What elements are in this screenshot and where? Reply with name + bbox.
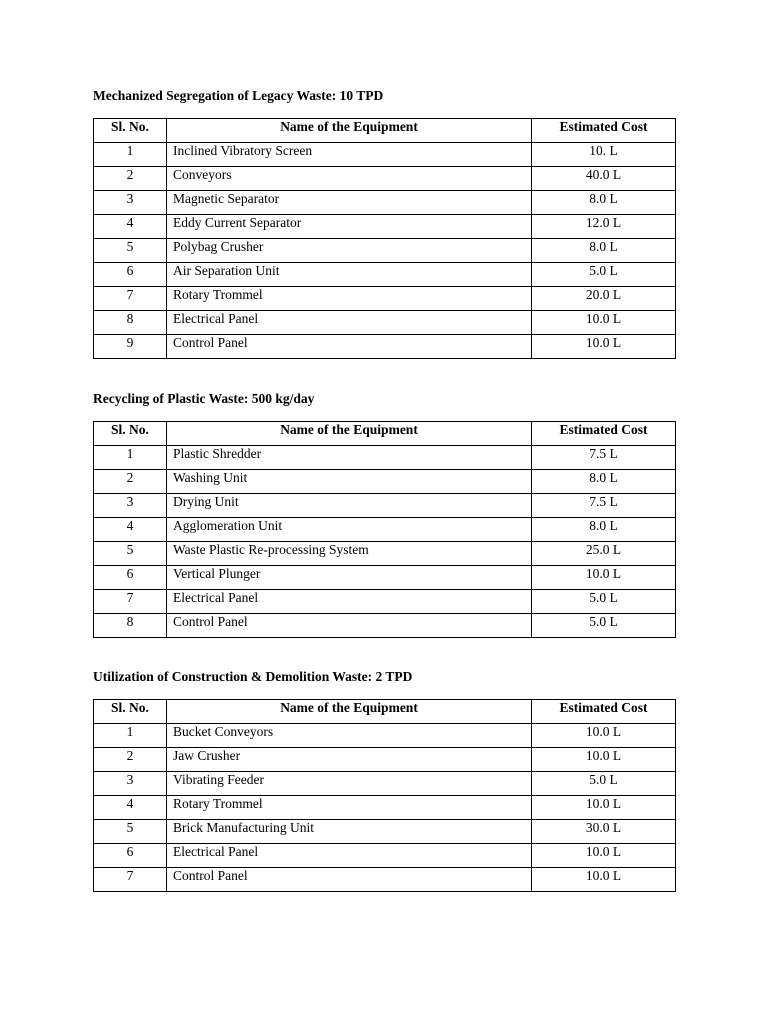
row-number: 2 [94, 470, 167, 494]
estimated-cost: 8.0 L [532, 239, 676, 263]
equipment-name: Agglomeration Unit [167, 518, 532, 542]
equipment-table [93, 699, 676, 892]
estimated-cost: 10.0 L [532, 335, 676, 359]
estimated-cost: 7.5 L [532, 446, 676, 470]
equipment-name: Air Separation Unit [167, 263, 532, 287]
row-number: 8 [94, 614, 167, 638]
table-row [94, 820, 676, 844]
table-row [94, 566, 676, 590]
table-row [94, 494, 676, 518]
estimated-cost: 8.0 L [532, 191, 676, 215]
equipment-name: Brick Manufacturing Unit [167, 820, 532, 844]
table-row [94, 748, 676, 772]
estimated-cost: 5.0 L [532, 590, 676, 614]
estimated-cost: 8.0 L [532, 470, 676, 494]
row-number: 2 [94, 748, 167, 772]
table-row [94, 772, 676, 796]
equipment-name: Polybag Crusher [167, 239, 532, 263]
row-number: 3 [94, 191, 167, 215]
estimated-cost: 10.0 L [532, 748, 676, 772]
estimated-cost: 7.5 L [532, 494, 676, 518]
equipment-name: Magnetic Separator [167, 191, 532, 215]
equipment-table [93, 118, 676, 359]
table-row [94, 167, 676, 191]
table-row [94, 724, 676, 748]
table-row [94, 844, 676, 868]
row-number: 6 [94, 844, 167, 868]
equipment-name: Rotary Trommel [167, 796, 532, 820]
table-row [94, 446, 676, 470]
table-row [94, 287, 676, 311]
equipment-name: Electrical Panel [167, 590, 532, 614]
estimated-cost: 10.0 L [532, 796, 676, 820]
equipment-name: Eddy Current Separator [167, 215, 532, 239]
table-row [94, 191, 676, 215]
table-row [94, 868, 676, 892]
table-header-row [94, 700, 676, 724]
row-number: 3 [94, 772, 167, 796]
estimated-cost: 25.0 L [532, 542, 676, 566]
equipment-name: Electrical Panel [167, 311, 532, 335]
row-number: 5 [94, 820, 167, 844]
equipment-table [93, 421, 676, 638]
row-number: 4 [94, 518, 167, 542]
row-number: 5 [94, 542, 167, 566]
header-equipment-name: Name of the Equipment [167, 119, 532, 143]
table-row [94, 614, 676, 638]
header-sl-no: Sl. No. [94, 700, 167, 724]
header-sl-no: Sl. No. [94, 119, 167, 143]
table-row [94, 239, 676, 263]
row-number: 3 [94, 494, 167, 518]
header-sl-no: Sl. No. [94, 422, 167, 446]
table-row [94, 796, 676, 820]
table-row [94, 542, 676, 566]
row-number: 6 [94, 263, 167, 287]
row-number: 4 [94, 796, 167, 820]
header-equipment-name: Name of the Equipment [167, 422, 532, 446]
equipment-name: Jaw Crusher [167, 748, 532, 772]
equipment-name: Control Panel [167, 614, 532, 638]
row-number: 2 [94, 167, 167, 191]
estimated-cost: 12.0 L [532, 215, 676, 239]
estimated-cost: 40.0 L [532, 167, 676, 191]
estimated-cost: 10.0 L [532, 311, 676, 335]
table-row [94, 518, 676, 542]
equipment-name: Control Panel [167, 335, 532, 359]
equipment-name: Waste Plastic Re-processing System [167, 542, 532, 566]
header-estimated-cost: Estimated Cost [532, 119, 676, 143]
header-estimated-cost: Estimated Cost [532, 700, 676, 724]
equipment-name: Drying Unit [167, 494, 532, 518]
estimated-cost: 10.0 L [532, 724, 676, 748]
estimated-cost: 10.0 L [532, 868, 676, 892]
table-header-row [94, 119, 676, 143]
estimated-cost: 8.0 L [532, 518, 676, 542]
section-title: Mechanized Segregation of Legacy Waste: 10 TPD [93, 88, 384, 103]
header-equipment-name: Name of the Equipment [167, 700, 532, 724]
equipment-name: Inclined Vibratory Screen [167, 143, 532, 167]
row-number: 5 [94, 239, 167, 263]
equipment-name: Vertical Plunger [167, 566, 532, 590]
estimated-cost: 5.0 L [532, 772, 676, 796]
equipment-name: Vibrating Feeder [167, 772, 532, 796]
table-row [94, 215, 676, 239]
equipment-name: Electrical Panel [167, 844, 532, 868]
table-row [94, 590, 676, 614]
estimated-cost: 10.0 L [532, 844, 676, 868]
equipment-name: Rotary Trommel [167, 287, 532, 311]
table-row [94, 311, 676, 335]
estimated-cost: 10.0 L [532, 566, 676, 590]
row-number: 1 [94, 446, 167, 470]
equipment-name: Conveyors [167, 167, 532, 191]
estimated-cost: 5.0 L [532, 614, 676, 638]
table-header-row [94, 422, 676, 446]
equipment-name: Washing Unit [167, 470, 532, 494]
row-number: 1 [94, 143, 167, 167]
row-number: 6 [94, 566, 167, 590]
equipment-name: Plastic Shredder [167, 446, 532, 470]
header-estimated-cost: Estimated Cost [532, 422, 676, 446]
estimated-cost: 10. L [532, 143, 676, 167]
row-number: 7 [94, 590, 167, 614]
estimated-cost: 20.0 L [532, 287, 676, 311]
table-row [94, 335, 676, 359]
row-number: 9 [94, 335, 167, 359]
estimated-cost: 30.0 L [532, 820, 676, 844]
equipment-name: Control Panel [167, 868, 532, 892]
row-number: 1 [94, 724, 167, 748]
row-number: 7 [94, 868, 167, 892]
section-title: Recycling of Plastic Waste: 500 kg/day [93, 391, 315, 406]
section-title: Utilization of Construction & Demolition Waste: 2 TPD [93, 669, 413, 684]
equipment-name: Bucket Conveyors [167, 724, 532, 748]
row-number: 4 [94, 215, 167, 239]
row-number: 8 [94, 311, 167, 335]
table-row [94, 143, 676, 167]
row-number: 7 [94, 287, 167, 311]
table-row [94, 263, 676, 287]
estimated-cost: 5.0 L [532, 263, 676, 287]
table-row [94, 470, 676, 494]
